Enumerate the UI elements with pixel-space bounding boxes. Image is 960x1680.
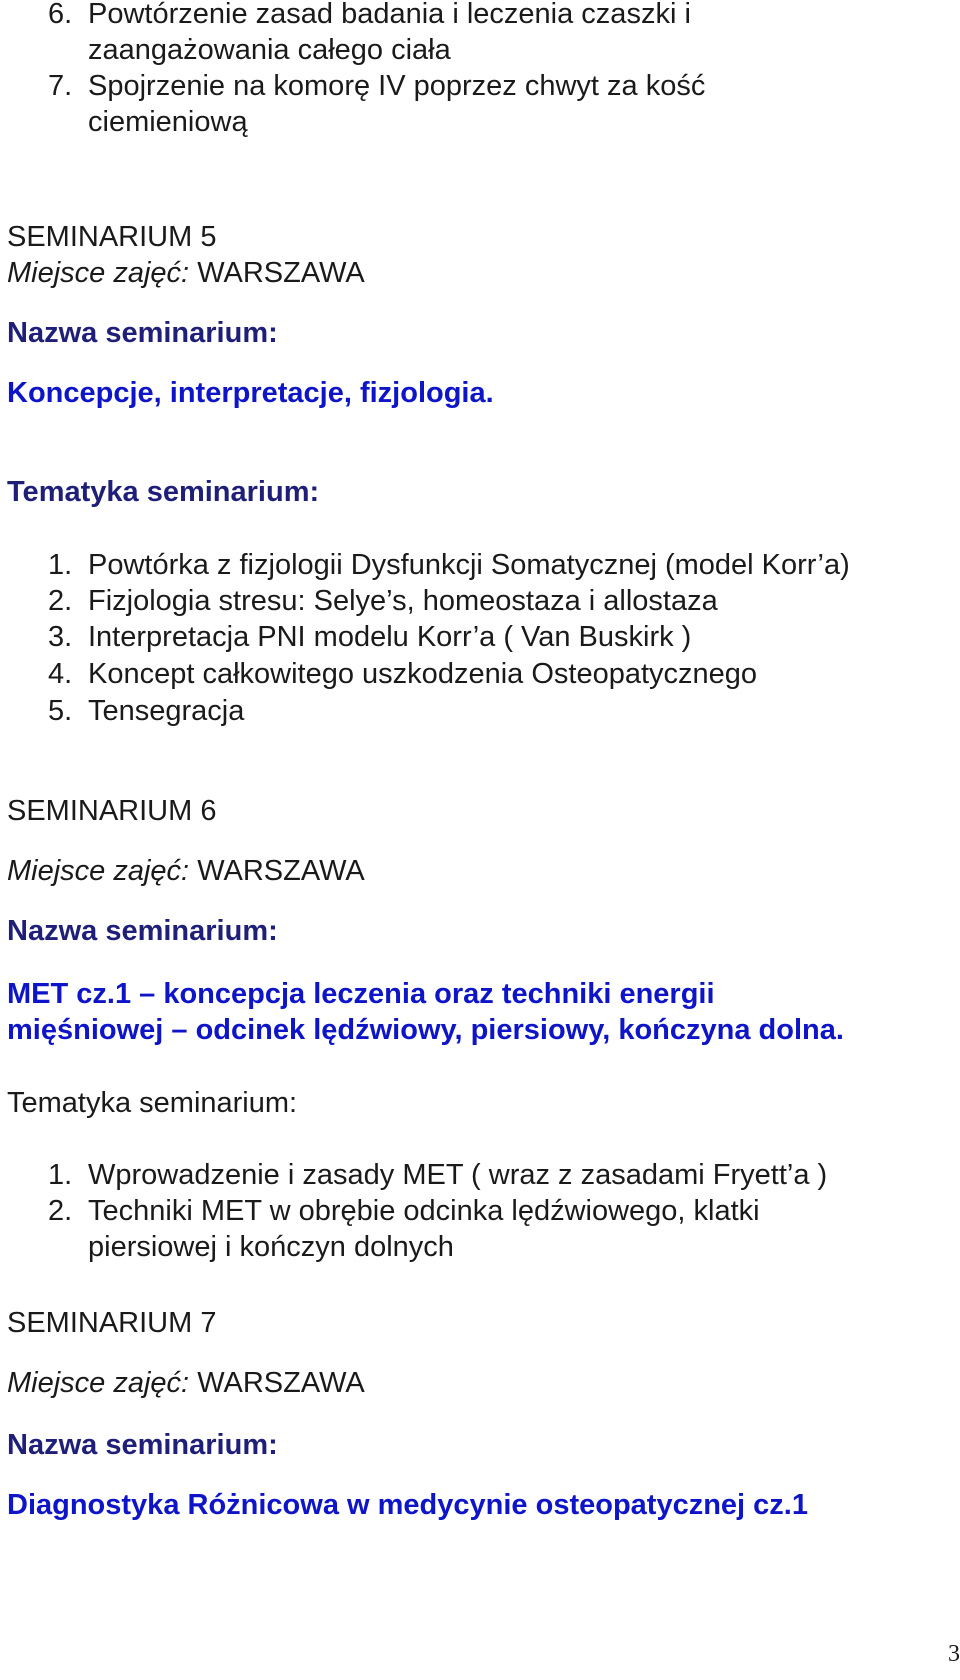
place-value: WARSZAWA [197, 257, 365, 289]
list-text: ciemieniową [88, 106, 248, 138]
topic-number: 1. [48, 549, 73, 581]
topic-number: 2. [48, 1195, 73, 1227]
topic-number: 2. [48, 585, 73, 617]
seminar-place [7, 256, 365, 290]
list-number: 7. [48, 70, 73, 102]
seminar-place [7, 854, 365, 888]
topic-text: piersiowej i kończyn dolnych [88, 1231, 454, 1263]
place-label: Miejsce zajęć: [7, 257, 190, 289]
topic-text: Interpretacja PNI modelu Korr’a ( Van Buskirk ) [88, 621, 692, 653]
topics-label: Tematyka seminarium: [7, 1087, 298, 1119]
topic-number: 4. [48, 658, 73, 690]
seminar-name: MET cz.1 – koncepcja leczenia oraz techniki energii [7, 978, 715, 1010]
seminar-title: SEMINARIUM 6 [7, 795, 217, 827]
seminar-name: Diagnostyka Różnicowa w medycynie osteopatycznej cz.1 [7, 1489, 808, 1521]
topic-number: 3. [48, 621, 73, 653]
list-text: zaangażowania całego ciała [88, 34, 451, 66]
topic-number: 5. [48, 695, 73, 727]
place-value: WARSZAWA [197, 855, 365, 887]
topic-text: Powtórka z fizjologii Dysfunkcji Somatycznej (model Korr’a) [88, 549, 850, 581]
topics-label: Tematyka seminarium: [7, 476, 320, 508]
topic-text: Wprowadzenie i zasady MET ( wraz z zasadami Fryett’a ) [88, 1159, 828, 1191]
list-text: Powtórzenie zasad badania i leczenia czaszki i [88, 0, 691, 30]
page-number: 3 [948, 1641, 960, 1667]
list-text: Spojrzenie na komorę IV poprzez chwyt za kość [88, 70, 706, 102]
seminar-name-label: Nazwa seminarium: [7, 1429, 278, 1461]
seminar-name-label: Nazwa seminarium: [7, 317, 278, 349]
place-value: WARSZAWA [197, 1367, 365, 1399]
seminar-name: mięśniowej – odcinek lędźwiowy, piersiowy, kończyna dolna. [7, 1014, 844, 1046]
topic-text: Techniki MET w obrębie odcinka lędźwiowego, klatki [88, 1195, 760, 1227]
topic-text: Fizjologia stresu: Selye’s, homeostaza i allostaza [88, 585, 718, 617]
seminar-name: Koncepcje, interpretacje, fizjologia. [7, 377, 494, 409]
topic-text: Tensegracja [88, 695, 245, 727]
seminar-place [7, 1366, 365, 1400]
topic-text: Koncept całkowitego uszkodzenia Osteopatycznego [88, 658, 758, 690]
list-number: 6. [48, 0, 73, 30]
seminar-title: SEMINARIUM 5 [7, 221, 217, 253]
seminar-name-label: Nazwa seminarium: [7, 915, 278, 947]
place-label: Miejsce zajęć: [7, 855, 190, 887]
topic-number: 1. [48, 1159, 73, 1191]
place-label: Miejsce zajęć: [7, 1367, 190, 1399]
seminar-title: SEMINARIUM 7 [7, 1307, 217, 1339]
